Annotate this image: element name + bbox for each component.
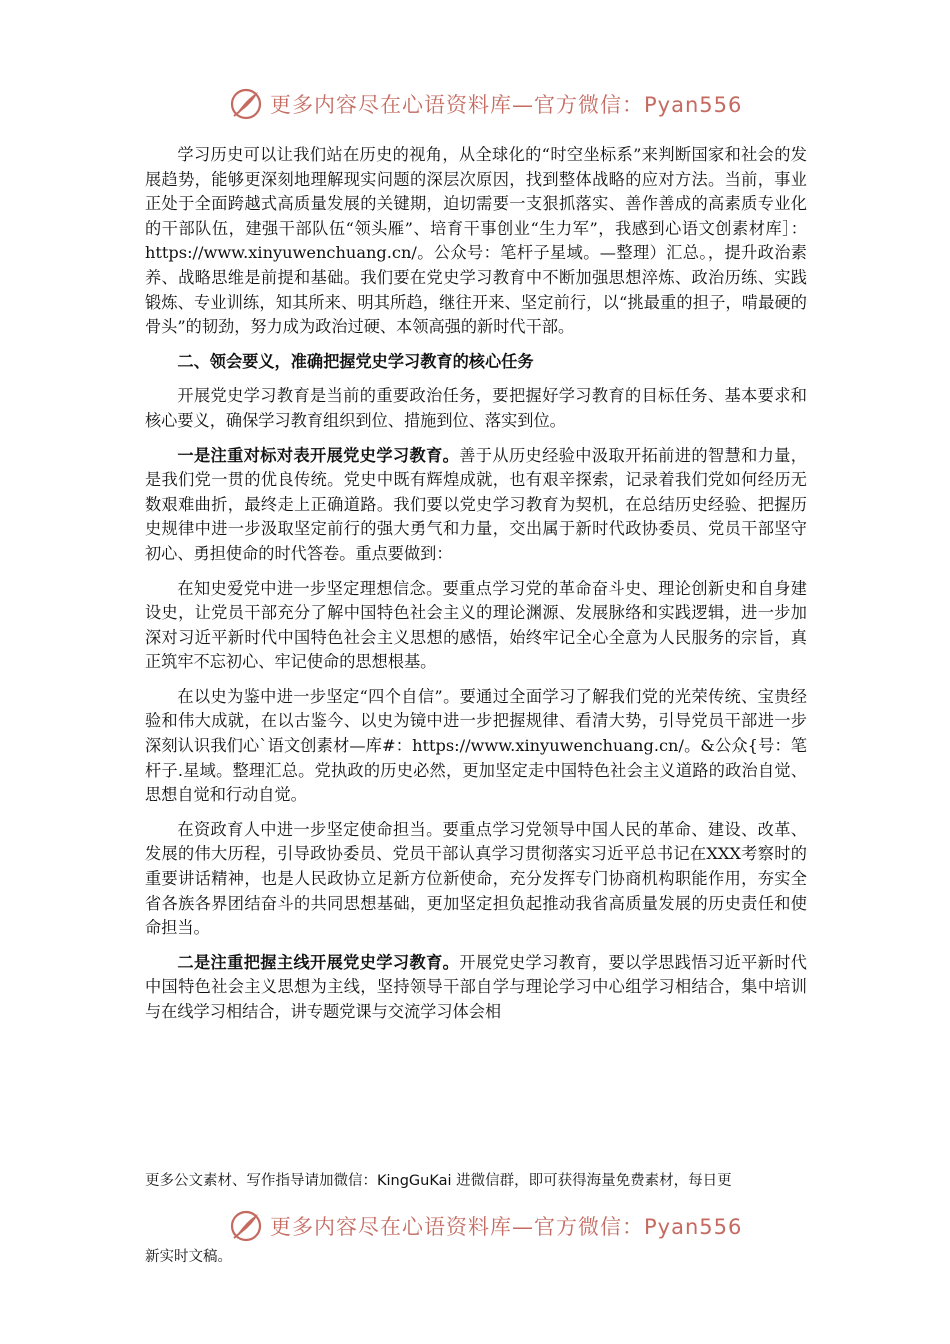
- paragraph: [145, 951, 807, 1025]
- section-heading: 二、领会要义，准确把握党史学习教育的核心任务: [177, 351, 534, 371]
- watermark-text: 更多内容尽在心语资料库—官方微信：Pyan556: [270, 1215, 743, 1239]
- paragraph-text: 善于从历史经验中汲取开拓前进的智慧和力量，是我们党一贯的优良传统。党史中既有辉煌成就，也有艰辛探索，记录着我们党如何经历无数艰难曲折，最终走上正确道路。我们要以党史学习教育为契机，在总结历史经验、把握历史规律中进一步汲取坚定前行的强大勇气和力量，交出属于新时代政协委员、党员干部坚守初心、勇担使命的时代答卷。重点要做到：: [145, 445, 807, 563]
- document-body: [145, 143, 807, 1025]
- lead-phrase: 二是注重把握主线开展党史学习教育。: [177, 952, 460, 972]
- lead-phrase: 一是注重对标对表开展党史学习教育。: [177, 445, 460, 465]
- quill-logo-icon: [228, 1208, 264, 1244]
- paragraph: 开展党史学习教育是当前的重要政治任务，要把握好学习教育的目标任务、基本要求和核心要义，确保学习教育组织到位、措施到位、落实到位。: [145, 386, 807, 430]
- paragraph: 在以史为鉴中进一步坚定“四个自信”。要通过全面学习了解我们党的光荣传统、宝贵经验和伟大成就，在以古鉴今、以史为镜中进一步把握规律、看清大势，引导党员干部进一步深刻认识我们心`语文创素材—库#：https://www.xinyuwenchuang.cn/。&公众{号：笔杆子.星域。整理汇总。党执政的历史必然，更加坚定走中国特色社会主义道路的政治自觉、思想自觉和行动自觉。: [145, 686, 807, 805]
- watermark-header: [228, 86, 742, 122]
- quill-logo-icon: [228, 86, 264, 122]
- paragraph: [145, 444, 807, 567]
- paragraph-text: 开展党史学习教育，要以学思践悟习近平新时代中国特色社会主义思想为主线，坚持领导干部自学与理论学习中心组学习相结合，集中培训与在线学习相结合，讲专题党课与交流学习体会相: [145, 952, 807, 1021]
- footer-note-line1: 更多公文素材、写作指导请加微信：KingGuKai 进微信群，即可获得海量免费素材，每日更: [145, 1173, 732, 1189]
- paragraph: 学习历史可以让我们站在历史的视角，从全球化的“时空坐标系”来判断国家和社会的发展趋势，能够更深刻地理解现实问题的深层次原因，找到整体战略的应对方法。当前，事业正处于全面跨越式高质量发展的关键期，迫切需要一支狠抓落实、善作善成的高素质专业化的干部队伍，建强干部队伍“领头雁”、培育干事创业“生力军”，我感到心语文创素材库］：https://www.xinyuwenchuang.cn/。公众号：笔杆子星域。—整理）汇总。，提升政治素养、战略思维是前提和基础。我们要在党史学习教育中不断加强思想淬炼、政治历练、实践锻炼、专业训练，知其所来、明其所趋，继往开来、坚定前行，以“挑最重的担子，啃最硬的骨头”的韧劲，努力成为政治过硬、本领高强的新时代干部。: [145, 145, 807, 337]
- paragraph: 在资政育人中进一步坚定使命担当。要重点学习党领导中国人民的革命、建设、改革、发展的伟大历程，引导政协委员、党员干部认真学习贯彻落实习近平总书记在XXX考察时的重要讲话精神，也是人民政协立足新方位新使命，充分发挥专门协商机构职能作用，夯实全省各族各界团结奋斗的共同思想基础，更加坚定担负起推动我省高质量发展的历史责任和使命担当。: [145, 819, 807, 938]
- watermark-text: 更多内容尽在心语资料库—官方微信：Pyan556: [270, 93, 743, 117]
- footer-note-line2: 新实时文稿。: [145, 1249, 232, 1265]
- paragraph: 在知史爱党中进一步坚定理想信念。要重点学习党的革命奋斗史、理论创新史和自身建设史，让党员干部充分了解中国特色社会主义的理论渊源、发展脉络和实践逻辑，进一步加深对习近平新时代中国特色社会主义思想的感悟，始终牢记全心全意为人民服务的宗旨，真正筑牢不忘初心、牢记使命的思想根基。: [145, 578, 807, 672]
- watermark-footer: [228, 1208, 742, 1244]
